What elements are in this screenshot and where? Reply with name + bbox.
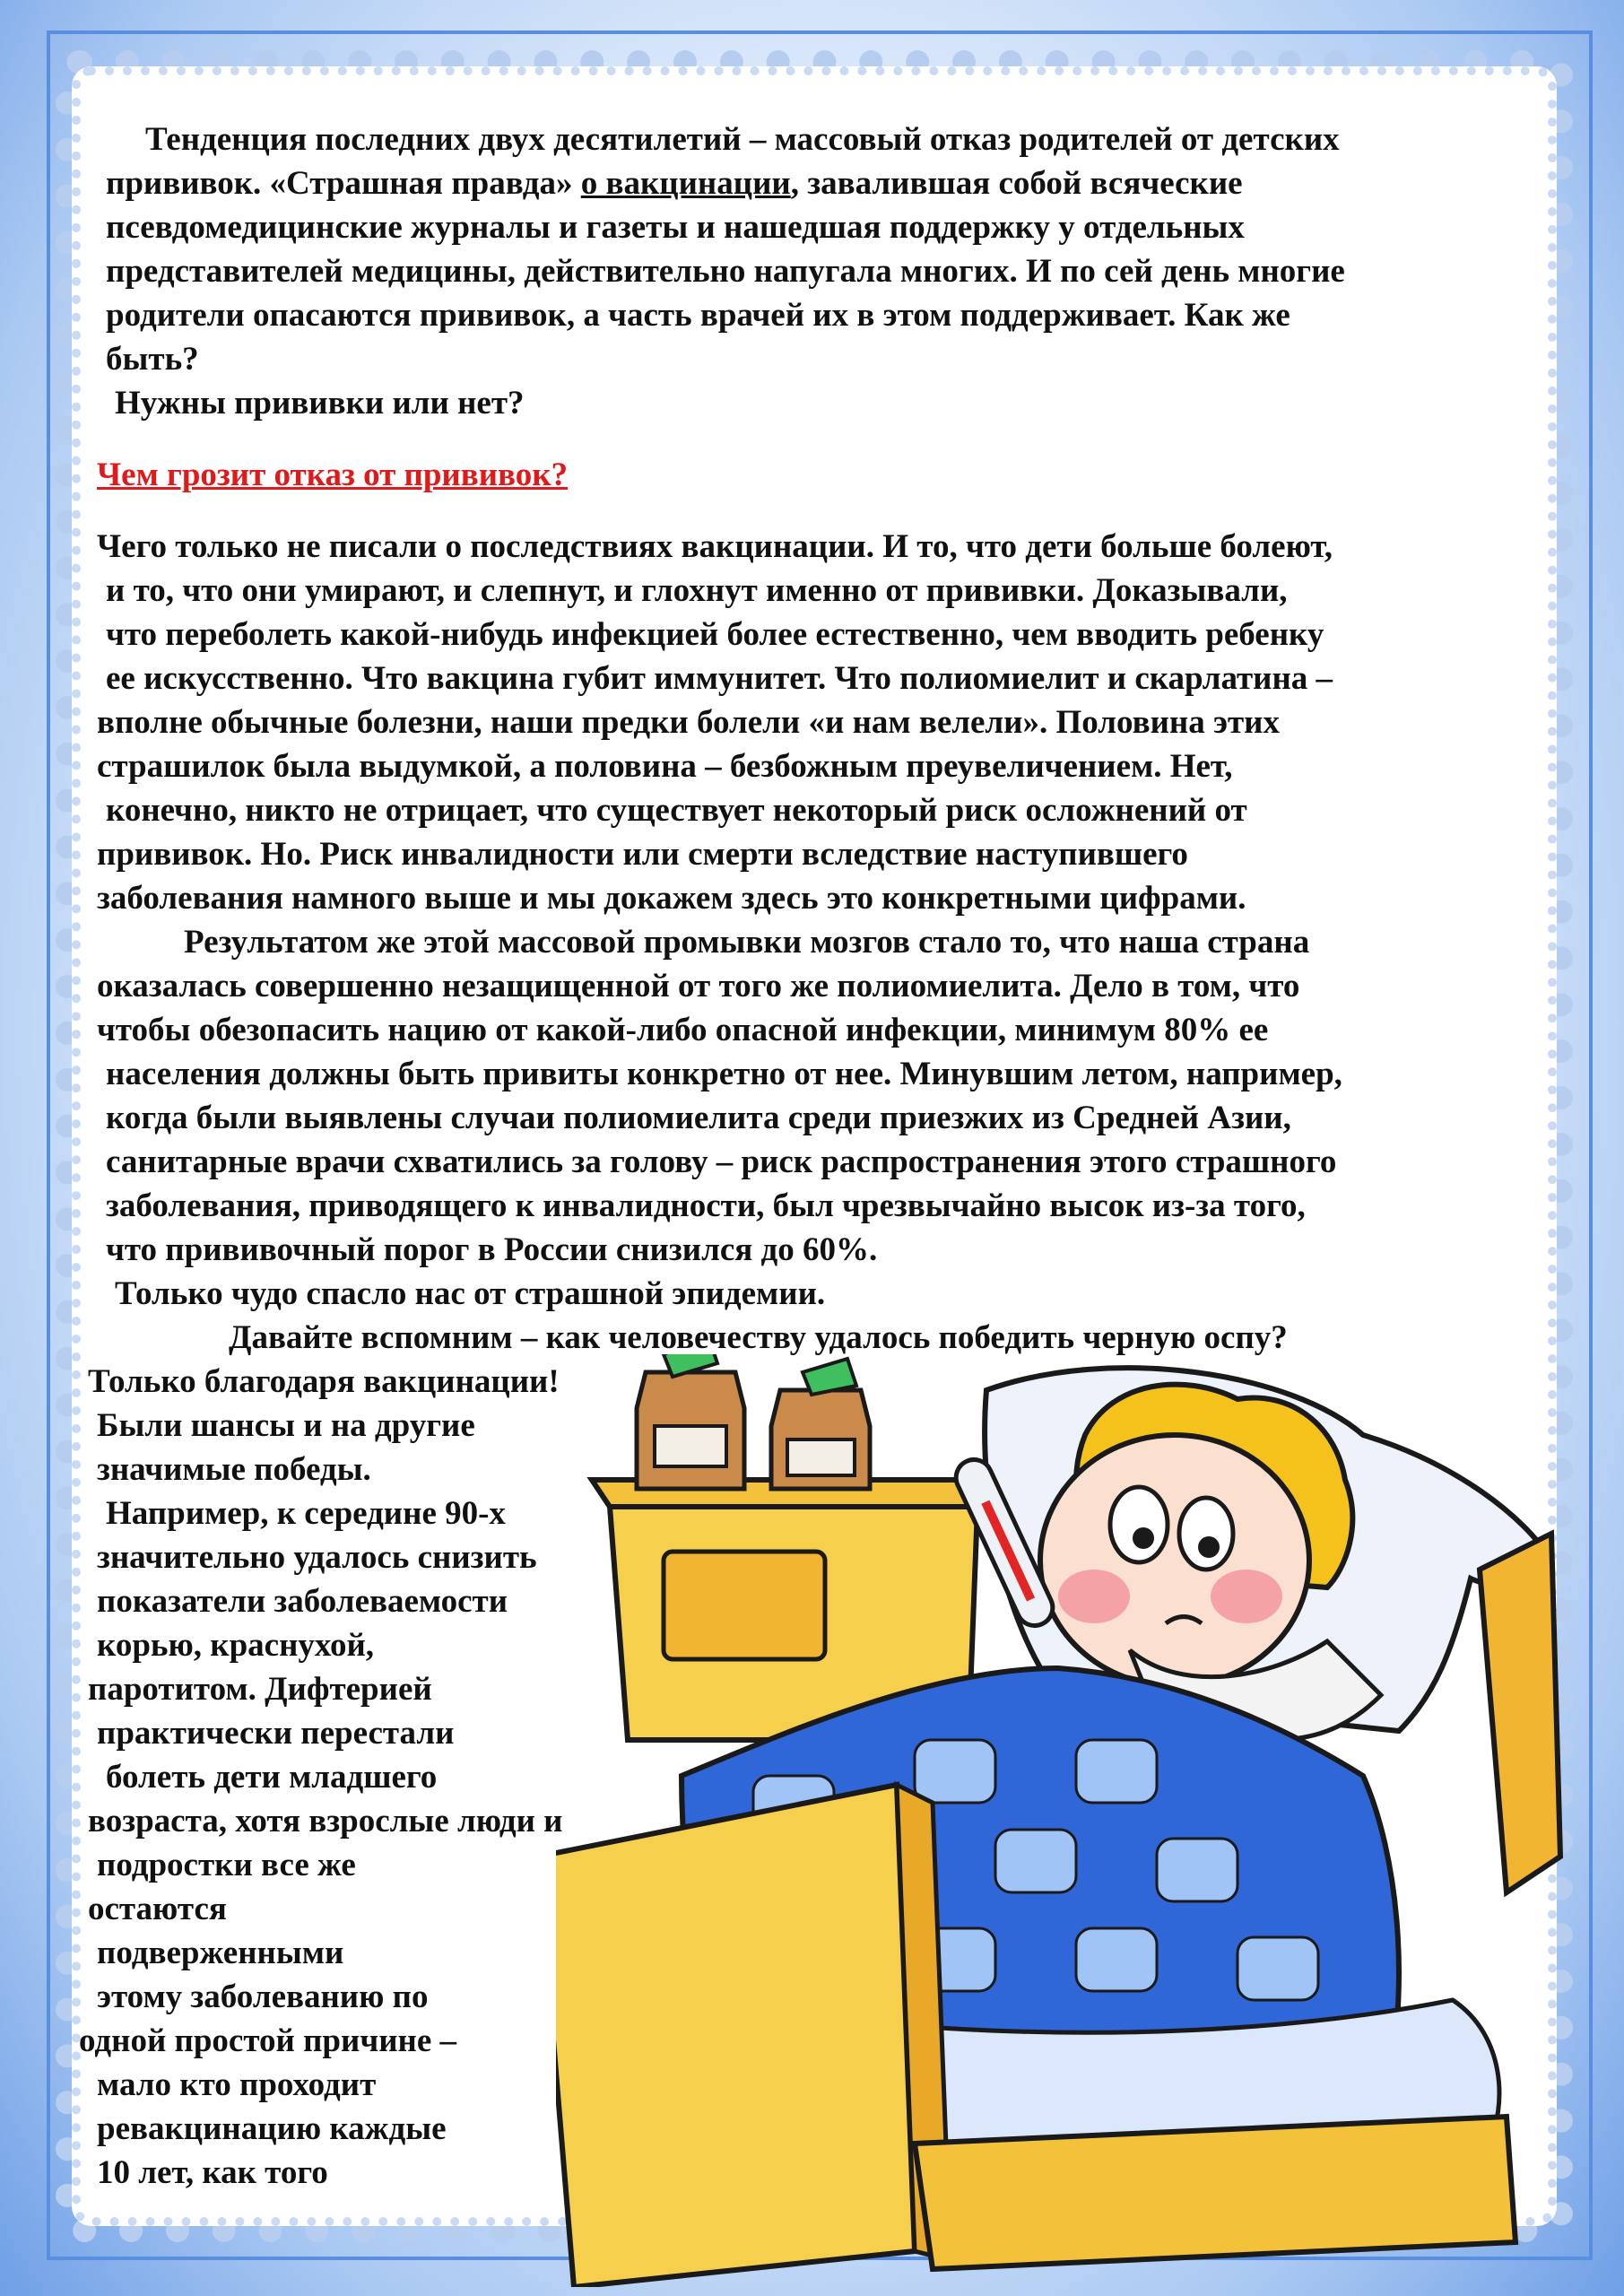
body-line: страшилок была выдумкой, а половина – безбожным преувеличением. Нет, xyxy=(97,748,1233,785)
section-heading: Чем грозит отказ от прививок? xyxy=(97,457,569,493)
column-line: паротитом. Дифтерией xyxy=(88,1671,432,1708)
body-line: заболевания намного выше и мы докажем здесь это конкретными цифрами. xyxy=(97,880,1246,917)
body-line: вполне обычные болезни, наши предки болели «и нам велели». Половина этих xyxy=(97,704,1280,741)
body-line: конечно, никто не отрицает, что существует некоторый риск осложнений от xyxy=(106,792,1247,829)
column-line: Были шансы и на другие xyxy=(97,1407,475,1444)
intro-line: быть? xyxy=(106,341,199,378)
body-line: прививок. Но. Риск инвалидности или смерти вследствие наступившего xyxy=(97,836,1188,873)
column-line: подростки все же xyxy=(97,1847,356,1883)
body-line: и то, что они умирают, и слепнут, и глохнут именно от прививки. Доказывали, xyxy=(106,572,1288,609)
body-line: санитарные врачи схватились за голову – риск распространения этого страшного xyxy=(106,1144,1337,1180)
body-line: заболевания, приводящего к инвалидности, был чрезвычайно высок из-за того, xyxy=(106,1187,1306,1224)
body-line: населения должны быть привиты конкретно от нее. Минувшим летом, например, xyxy=(106,1056,1342,1092)
body-line: что прививочный порог в России снизился до 60%. xyxy=(106,1231,878,1268)
column-line: болеть дети младшего xyxy=(106,1759,438,1796)
body-line: чтобы обезопасить нацию от какой-либо опасной инфекции, минимум 80% ее xyxy=(97,1012,1269,1048)
intro-line: псевдомедицинские журналы и газеты и нашедшая поддержку у отдельных xyxy=(106,209,1245,246)
body-question: Давайте вспомним – как человечеству удалось победить черную оспу? xyxy=(229,1319,1288,1356)
column-line: корью, краснухой, xyxy=(97,1627,375,1664)
column-line: показатели заболеваемости xyxy=(97,1583,508,1620)
column-line: остаются xyxy=(88,1891,227,1927)
column-line: Например, к середине 90-х xyxy=(106,1495,506,1532)
column-line: подверженными xyxy=(97,1935,344,1971)
column-line: одной простой причине – xyxy=(79,2022,457,2059)
body-line: Только чудо спасло нас от страшной эпидемии. xyxy=(115,1275,826,1312)
body-line: что переболеть какой-нибудь инфекцией более естественно, чем вводить ребенку xyxy=(106,616,1324,653)
body-line: Чего только не писали о последствиях вакцинации. И то, что дети больше болеют, xyxy=(97,528,1333,565)
column-line: возраста, хотя взрослые люди и xyxy=(88,1803,563,1839)
intro-question: Нужны прививки или нет? xyxy=(115,385,525,422)
intro-line: представителей медицины, действительно напугала многих. И по сей день многие xyxy=(106,253,1345,290)
body-line: Результатом же этой массовой промывки мозгов стало то, что наша страна xyxy=(184,924,1310,961)
column-line: значительно удалось снизить xyxy=(97,1539,537,1576)
intro-line: Тенденция последних двух десятилетий – массовый отказ родителей от детских xyxy=(145,121,1340,158)
intro-line: родители опасаются прививок, а часть врачей их в этом поддерживает. Как же xyxy=(106,297,1290,334)
body-line: ее искусственно. Что вакцина губит иммунитет. Что полиомиелит и скарлатина – xyxy=(106,660,1333,697)
column-line: мало кто проходит xyxy=(97,2066,377,2103)
column-line: этому заболеванию по xyxy=(97,1979,429,2015)
body-line: когда были выявлены случаи полиомиелита среди приезжих из Средней Азии, xyxy=(106,1100,1291,1136)
column-line: Только благодаря вакцинации! xyxy=(88,1363,560,1400)
vaccination-link-text: о вакцинации xyxy=(580,165,791,202)
column-line: значимые победы. xyxy=(97,1451,371,1488)
column-line: практически перестали xyxy=(97,1715,455,1752)
column-line: 10 лет, как того xyxy=(97,2154,328,2191)
body-line: оказалась совершенно незащищенной от того же полиомиелита. Дело в том, что xyxy=(97,968,1300,1004)
intro-line: прививок. «Страшная правда» о вакцинации, завалившая собой всяческие xyxy=(106,165,1243,202)
column-line: ревакцинацию каждые xyxy=(97,2110,447,2147)
